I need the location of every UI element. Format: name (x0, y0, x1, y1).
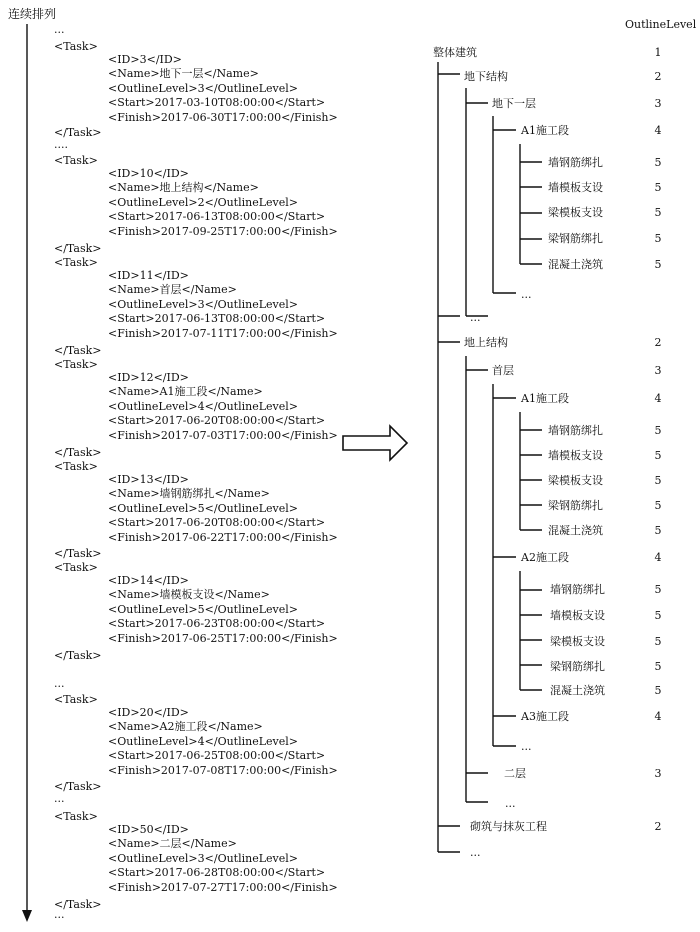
tree-node: 墙模板支设 (550, 609, 605, 622)
task-field-line: <Finish>2017-07-08T17:00:00</Finish> (108, 763, 338, 777)
outline-level-header: OutlineLevel (625, 18, 697, 31)
outline-level-value: 4 (654, 124, 662, 137)
task-field-line: <Start>2017-06-23T08:00:00</Start> (108, 617, 326, 631)
task-field-line: <Finish>2017-06-25T17:00:00</Finish> (108, 631, 338, 645)
outline-level-value: 5 (654, 609, 662, 622)
tree-node: 墙钢筋绑扎 (550, 583, 605, 596)
task-field-line: <Start>2017-06-13T08:00:00</Start> (108, 210, 326, 224)
sequence-arrowhead (22, 910, 32, 922)
task-open-tag: <Task> (54, 460, 98, 473)
outline-level-value: 5 (654, 499, 662, 512)
tree-node: 墙模板支设 (548, 181, 603, 194)
tree-node: 首层 (492, 364, 514, 377)
left-title: 连续排列 (8, 7, 57, 21)
task-field-line: <ID>3</ID> (108, 53, 182, 66)
task-field-line: <Start>2017-06-25T08:00:00</Start> (108, 749, 326, 763)
tree-ellipsis: ... (521, 740, 532, 753)
task-field-line: <Name>地上结构</Name> (108, 181, 259, 195)
task-close-tag: </Task> (54, 898, 102, 911)
task-field-line: <Start>2017-06-13T08:00:00</Start> (108, 312, 326, 326)
tree-node: 梁模板支设 (548, 474, 603, 487)
task-field-line: <Name>墙模板支设</Name> (108, 588, 270, 602)
outline-level-value: 5 (654, 660, 662, 673)
outline-level-value: 5 (654, 258, 662, 271)
task-field-line: <Start>2017-06-20T08:00:00</Start> (108, 414, 326, 428)
outline-level-value: 5 (654, 206, 662, 219)
tree-node: 混凝土浇筑 (548, 524, 603, 537)
tree-node: 墙钢筋绑扎 (548, 156, 603, 169)
task-close-tag: </Task> (54, 126, 102, 139)
task-close-tag: </Task> (54, 344, 102, 357)
task-close-tag: </Task> (54, 446, 102, 459)
tree-node: 墙钢筋绑扎 (548, 424, 603, 437)
tree-node: 二层 (504, 767, 526, 780)
task-field-line: <ID>10</ID> (108, 167, 189, 180)
tree-node: 墙模板支设 (548, 449, 603, 462)
tree-node: 地上结构 (464, 336, 508, 349)
ellipsis: ... (54, 677, 65, 690)
ellipsis: ... (54, 23, 65, 36)
task-field-line: <Name>墙钢筋绑扎</Name> (108, 487, 270, 501)
task-field-line: <Finish>2017-07-11T17:00:00</Finish> (108, 326, 338, 340)
task-field-line: <OutlineLevel>3</OutlineLevel> (108, 297, 298, 311)
outline-level-value: 3 (654, 364, 662, 377)
tree-node: 梁模板支设 (548, 206, 603, 219)
tree-ellipsis: ... (505, 797, 516, 810)
task-field-line: <Start>2017-03-10T08:00:00</Start> (108, 96, 326, 110)
task-open-tag: <Task> (54, 256, 98, 269)
ellipsis: ... (54, 792, 65, 805)
task-close-tag: </Task> (54, 547, 102, 560)
task-field-line: <Name>二层</Name> (108, 837, 237, 851)
task-open-tag: <Task> (54, 358, 98, 371)
ellipsis: ... (54, 908, 65, 921)
outline-level-value: 4 (654, 551, 662, 564)
outline-level-value: 5 (654, 449, 662, 462)
task-field-line: <Finish>2017-06-22T17:00:00</Finish> (108, 530, 338, 544)
task-field-line: <ID>14</ID> (108, 574, 189, 587)
task-open-tag: <Task> (54, 810, 98, 823)
task-field-line: <Finish>2017-06-30T17:00:00</Finish> (108, 110, 338, 124)
tree-node: A1施工段 (521, 392, 569, 405)
outline-level-value: 5 (654, 474, 662, 487)
tree-node: 砌筑与抹灰工程 (470, 820, 547, 833)
tree-node: 梁钢筋绑扎 (548, 499, 603, 512)
tree-node: 地下一层 (492, 97, 536, 110)
outline-level-value: 2 (654, 336, 662, 349)
task-field-line: <Finish>2017-09-25T17:00:00</Finish> (108, 224, 338, 238)
task-close-tag: </Task> (54, 242, 102, 255)
outline-level-value: 4 (654, 710, 662, 723)
outline-level-value: 5 (654, 524, 662, 537)
outline-level-value: 1 (654, 46, 662, 59)
tree-node: 梁模板支设 (550, 635, 605, 648)
task-field-line: <Name>首层</Name> (108, 283, 237, 297)
outline-level-value: 5 (654, 181, 662, 194)
outline-level-value: 2 (654, 70, 662, 83)
outline-level-value: 5 (654, 156, 662, 169)
task-close-tag: </Task> (54, 649, 102, 662)
task-field-line: <OutlineLevel>5</OutlineLevel> (108, 501, 298, 515)
tree-node: 梁钢筋绑扎 (550, 660, 605, 673)
tree-ellipsis: ... (470, 311, 481, 324)
task-open-tag: <Task> (54, 561, 98, 574)
task-open-tag: <Task> (54, 693, 98, 706)
task-close-tag: </Task> (54, 780, 102, 793)
outline-level-value: 2 (654, 820, 662, 833)
outline-level-value: 5 (654, 635, 662, 648)
outline-level-value: 3 (654, 767, 662, 780)
task-field-line: <OutlineLevel>4</OutlineLevel> (108, 734, 298, 748)
task-field-line: <Name>A2施工段</Name> (108, 720, 263, 734)
task-field-line: <OutlineLevel>3</OutlineLevel> (108, 81, 298, 95)
tree-node: A3施工段 (521, 710, 569, 723)
ellipsis: .... (54, 138, 68, 151)
transform-arrow (343, 426, 407, 460)
tree-node: A1施工段 (521, 124, 569, 137)
task-field-line: <ID>12</ID> (108, 371, 189, 384)
task-field-line: <ID>20</ID> (108, 706, 189, 719)
tree-ellipsis: ... (470, 846, 481, 859)
outline-level-value: 5 (654, 583, 662, 596)
tree-ellipsis: ... (521, 288, 532, 301)
task-field-line: <Name>A1施工段</Name> (108, 385, 263, 399)
task-field-line: <ID>11</ID> (108, 269, 189, 282)
task-field-line: <ID>13</ID> (108, 473, 189, 486)
task-field-line: <OutlineLevel>3</OutlineLevel> (108, 851, 298, 865)
outline-level-value: 3 (654, 97, 662, 110)
task-field-line: <Start>2017-06-28T08:00:00</Start> (108, 866, 326, 880)
tree-node: 混凝土浇筑 (548, 258, 603, 271)
tree-node: 梁钢筋绑扎 (548, 232, 603, 245)
task-open-tag: <Task> (54, 40, 98, 53)
task-field-line: <OutlineLevel>5</OutlineLevel> (108, 602, 298, 616)
task-field-line: <Finish>2017-07-27T17:00:00</Finish> (108, 880, 338, 894)
tree-node: 整体建筑 (433, 46, 477, 59)
tree-node: 混凝土浇筑 (550, 684, 605, 697)
task-field-line: <Name>地下一层</Name> (108, 67, 259, 81)
outline-level-value: 5 (654, 684, 662, 697)
task-field-line: <OutlineLevel>4</OutlineLevel> (108, 399, 298, 413)
task-field-line: <Finish>2017-07-03T17:00:00</Finish> (108, 428, 338, 442)
outline-level-value: 5 (654, 424, 662, 437)
outline-level-value: 5 (654, 232, 662, 245)
outline-level-value: 4 (654, 392, 662, 405)
task-field-line: <OutlineLevel>2</OutlineLevel> (108, 195, 298, 209)
task-field-line: <Start>2017-06-20T08:00:00</Start> (108, 516, 326, 530)
tree-node: 地下结构 (464, 70, 508, 83)
task-field-line: <ID>50</ID> (108, 823, 189, 836)
tree-node: A2施工段 (521, 551, 569, 564)
task-open-tag: <Task> (54, 154, 98, 167)
